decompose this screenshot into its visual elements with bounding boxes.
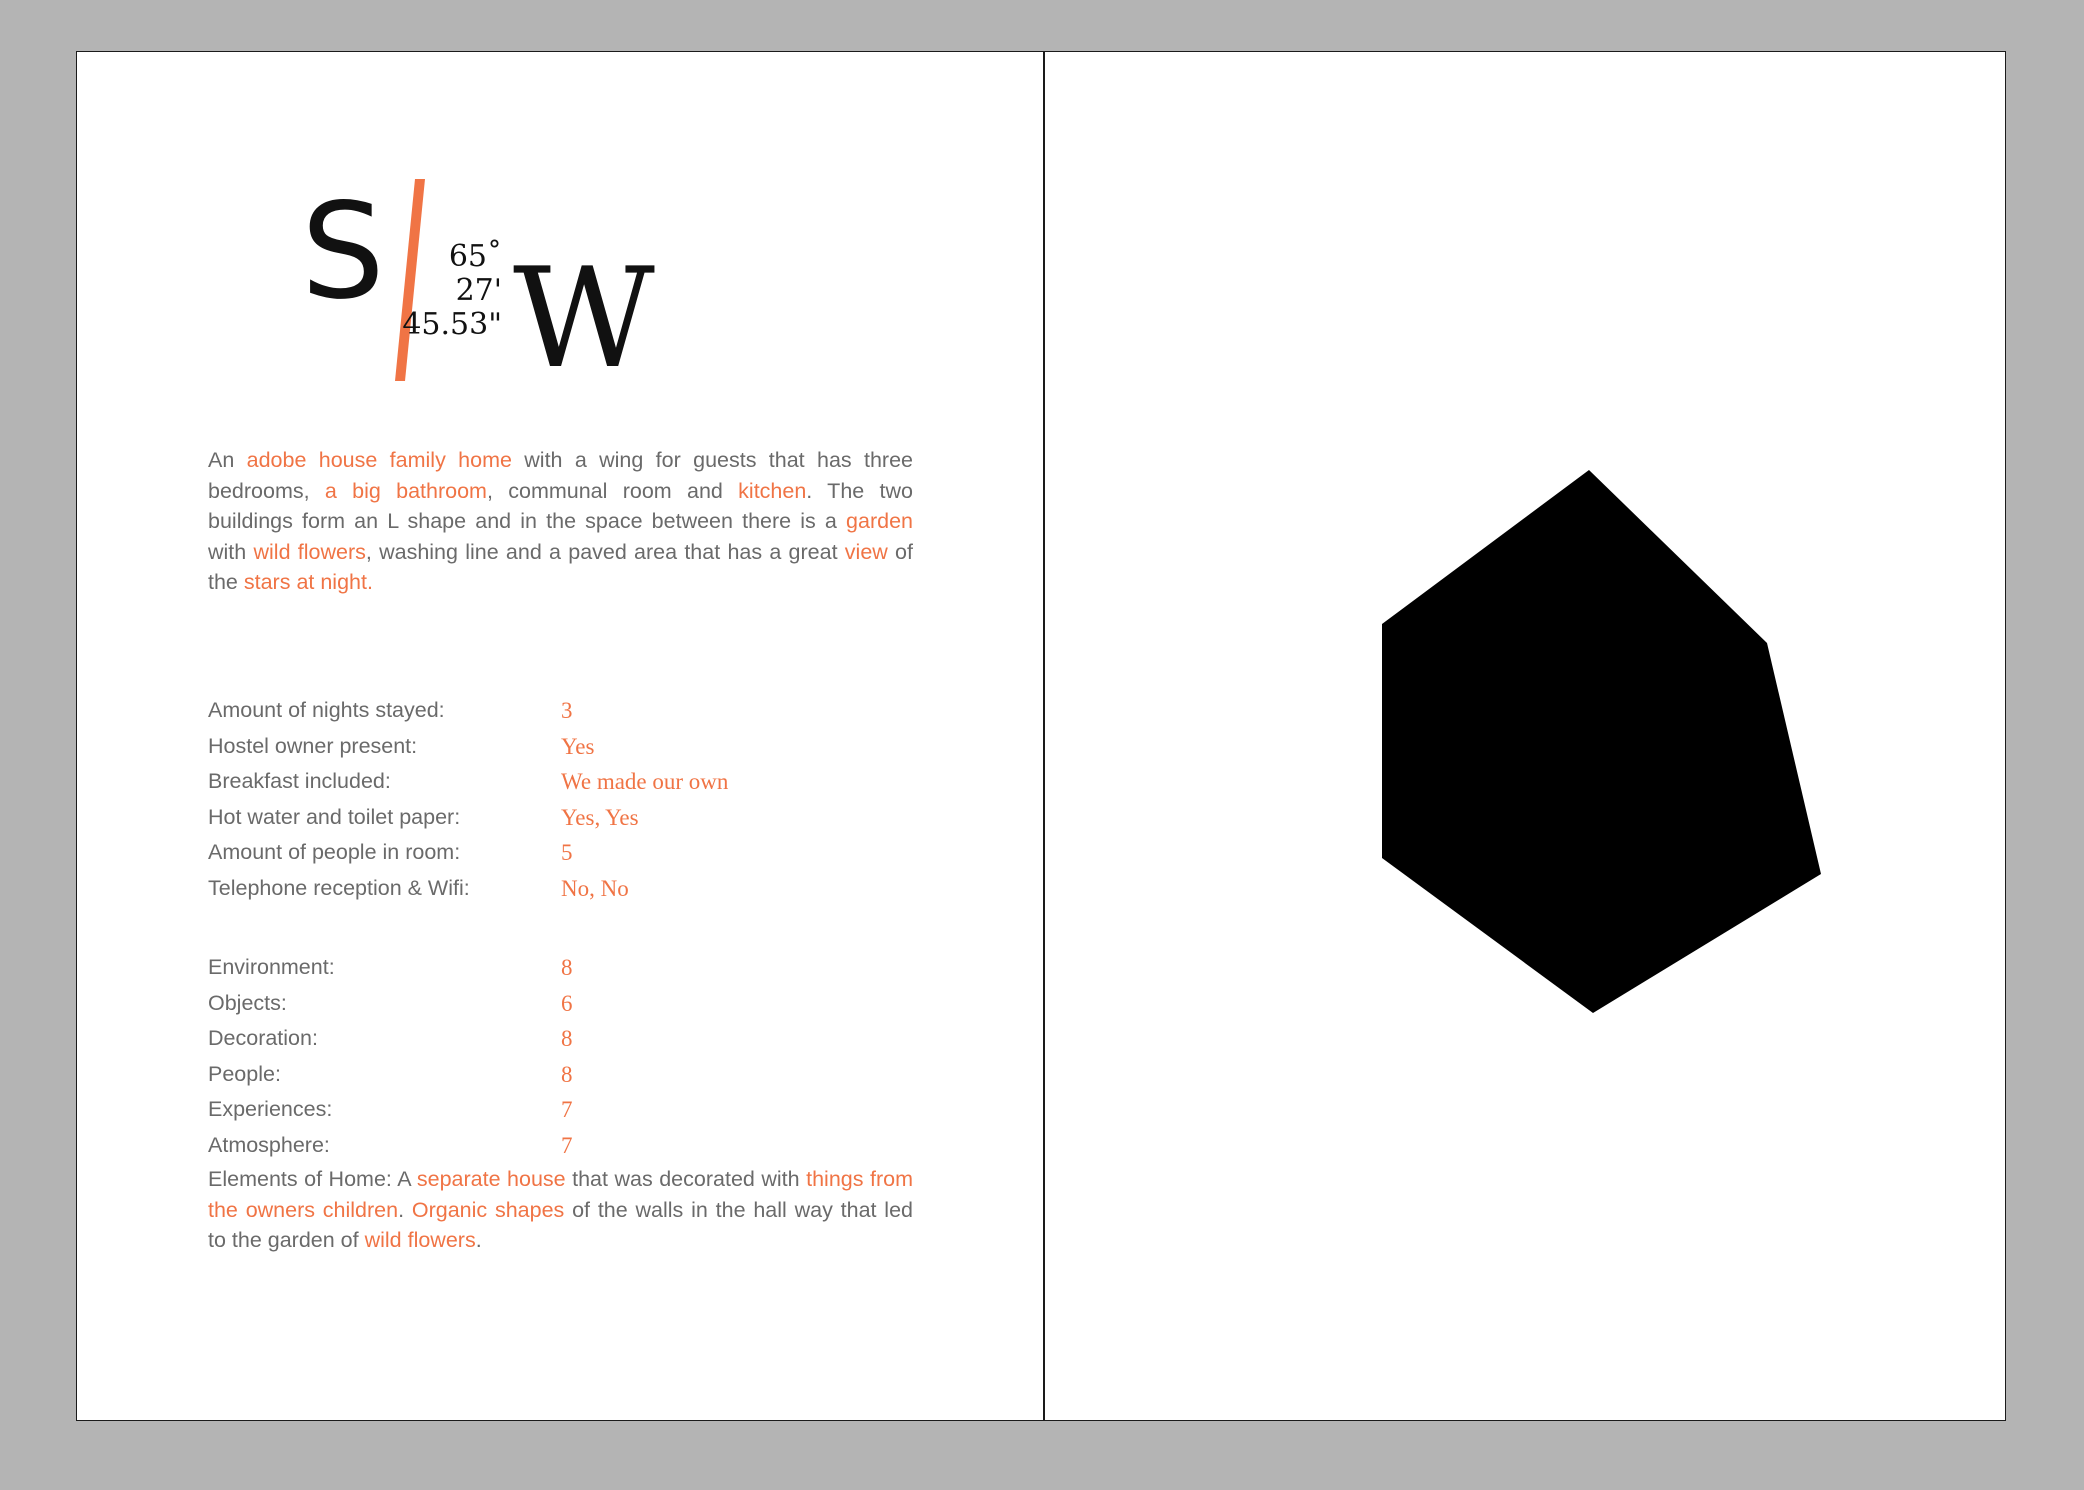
elements-highlight: Organic shapes [411, 1197, 565, 1222]
stat-label: Telephone reception & Wifi: [208, 875, 470, 900]
rating-row [208, 1097, 908, 1133]
longitude-values [402, 240, 502, 342]
intro-highlight: stars at night. [243, 570, 373, 594]
stat-value: 3 [561, 698, 573, 723]
stat-row [208, 876, 908, 912]
intro-text: of the [208, 539, 913, 594]
stat-row [208, 698, 908, 734]
rating-row [208, 1062, 908, 1098]
longitude-degrees: 65˚ [448, 239, 502, 274]
rating-label: Environment: [208, 955, 335, 979]
intro-paragraph [208, 445, 913, 598]
longitude-seconds: 45.53" [402, 307, 502, 342]
rating-label: Decoration: [208, 1026, 318, 1050]
stat-value: No, No [561, 875, 629, 901]
stat-label: Amount of nights stayed: [208, 698, 445, 722]
stat-value: Yes [561, 733, 595, 759]
elements-text: that was decorated with [565, 1167, 807, 1191]
stat-label: Amount of people in room: [208, 840, 461, 864]
elements-highlight: separate house [416, 1167, 566, 1191]
rating-value: 8 [561, 1061, 573, 1087]
intro-highlight: a big bathroom [324, 478, 487, 503]
elements-highlight: things from the owners children [208, 1167, 913, 1222]
rating-value: 8 [561, 955, 573, 980]
longitude-direction: W [513, 238, 655, 399]
stay-details-list [208, 698, 908, 911]
elements-text: . [398, 1197, 412, 1222]
rating-value: 7 [561, 1097, 573, 1122]
coordinates-heading [77, 52, 677, 412]
book-spread [76, 51, 2006, 1421]
intro-highlight: garden [846, 509, 913, 533]
stat-label: Breakfast included: [208, 769, 391, 793]
rating-value: 7 [561, 1132, 573, 1158]
rating-label: Experiences: [208, 1097, 333, 1121]
rating-value: 8 [561, 1026, 573, 1051]
rating-row [208, 1133, 908, 1169]
latitude-direction: S [301, 175, 385, 329]
rating-row [208, 955, 908, 991]
intro-highlight: kitchen [738, 478, 807, 503]
elements-of-home-paragraph [208, 1164, 913, 1256]
intro-highlight: view [844, 539, 888, 564]
left-page [77, 52, 1043, 1420]
stat-row [208, 840, 908, 876]
stat-value: 5 [561, 840, 573, 865]
stat-label: Hostel owner present: [208, 733, 418, 758]
hexagon-shape-graphic [1044, 52, 2007, 1422]
rating-value: 6 [561, 990, 573, 1016]
rating-row [208, 991, 908, 1027]
intro-text: with a wing for guests that has three bedrooms, [208, 448, 913, 503]
stat-row [208, 769, 908, 805]
rating-label: Objects: [208, 990, 287, 1015]
elements-text: of the walls in the hall way that led to the garden of [208, 1197, 913, 1252]
elements-text: . [475, 1228, 482, 1252]
rating-row [208, 1026, 908, 1062]
longitude-minutes: 27' [455, 273, 502, 308]
intro-text: , washing line and a paved area that has a great [365, 539, 845, 564]
rating-label: Atmosphere: [208, 1132, 330, 1157]
right-page [1044, 52, 2007, 1420]
stat-row [208, 805, 908, 841]
elements-text: Elements of Home: A [208, 1167, 417, 1191]
intro-highlight: wild flowers [253, 539, 366, 564]
elements-highlight: wild flowers [364, 1228, 476, 1252]
rating-label: People: [208, 1061, 281, 1086]
intro-text: . The two buildings form an L shape and in the space between there is a [208, 478, 913, 533]
stat-value: Yes, Yes [561, 804, 639, 830]
intro-text: An [208, 448, 247, 472]
black-hexagon-shape [1382, 470, 1821, 1013]
stat-value: We made our own [561, 769, 729, 794]
intro-highlight: adobe house family home [246, 448, 512, 472]
stat-row [208, 734, 908, 770]
ratings-list [208, 955, 908, 1168]
intro-text: , communal room and [486, 478, 739, 503]
stat-label: Hot water and toilet paper: [208, 804, 461, 829]
intro-text: with [208, 539, 254, 564]
